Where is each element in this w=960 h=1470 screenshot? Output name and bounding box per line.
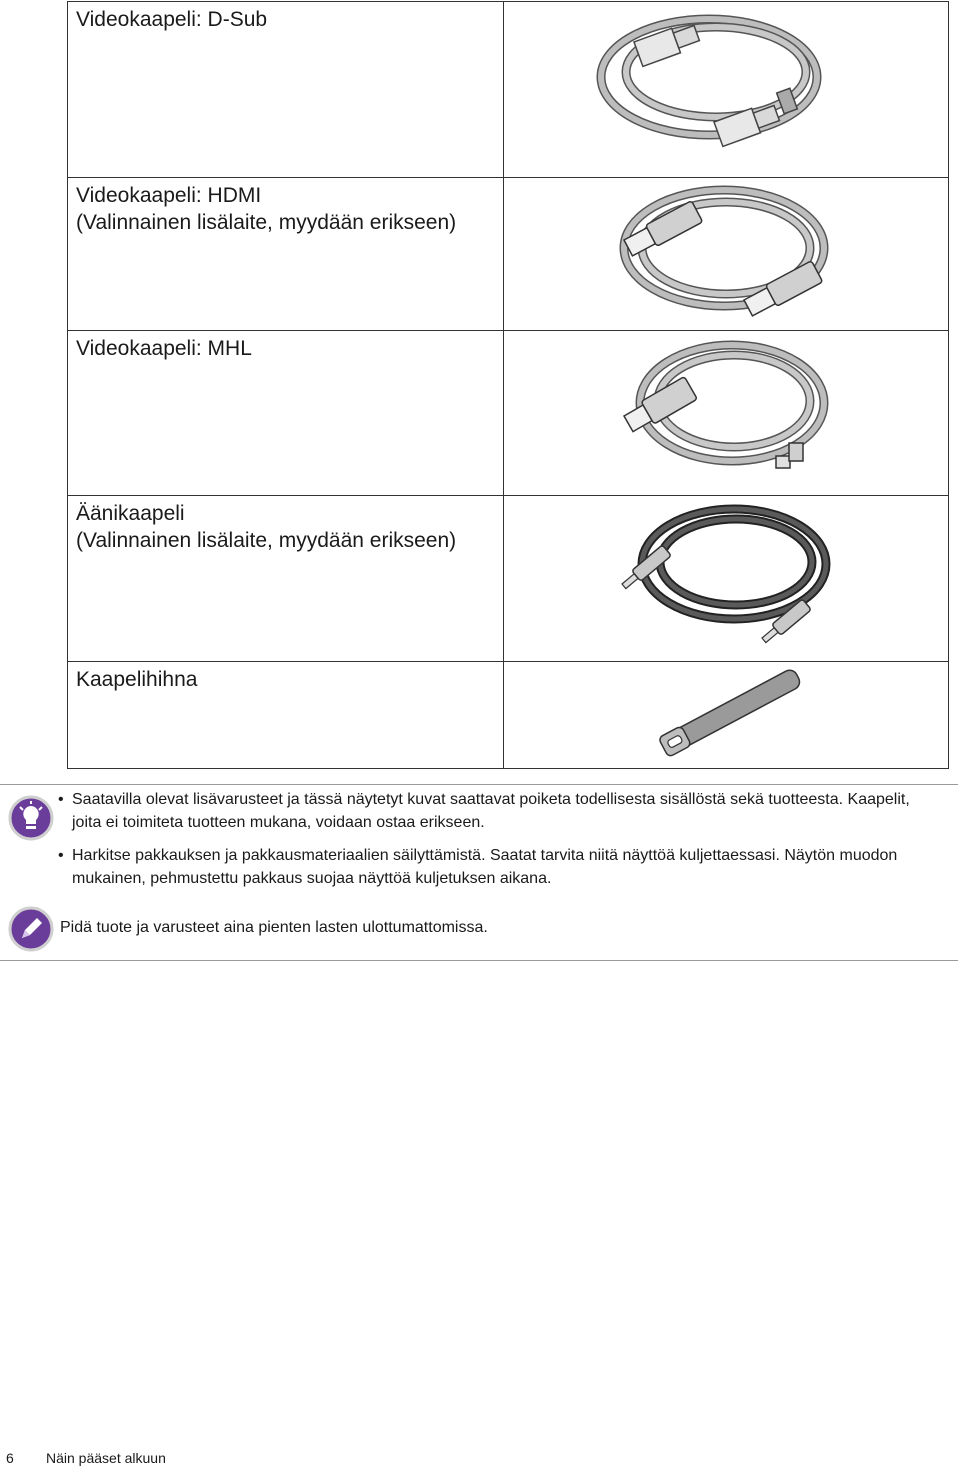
table-row: [68, 178, 949, 331]
tip-text: Harkitse pakkauksen ja pakkausmateriaalien säilyttämistä. Saatat tarvita niitä näyttöä kuljettaessasi. Näytön muodon mukainen, pehmustettu pakkaus suojaa näyttöä kuljetuksen aikana.: [72, 847, 898, 887]
accessory-name: Videokaapeli: D-Sub: [76, 8, 268, 31]
accessory-name: Kaapelihihna: [76, 668, 198, 691]
accessory-table: [67, 1, 949, 769]
table-row: [68, 662, 949, 769]
accessory-image-cell: [504, 178, 949, 331]
table-row: [68, 2, 949, 178]
tip-text: Saatavilla olevat lisävarusteet ja tässä näytetyt kuvat saattavat poiketa todellisesta sisällöstä sekä tuotteesta. Kaapelit, joita ei toimiteta tuotteen mukana, voidaan ostaa erikseen.: [72, 791, 910, 831]
accessory-label-cell: [68, 2, 504, 178]
accessory-name: Äänikaapeli: [76, 502, 185, 525]
accessory-name: Videokaapeli: MHL: [76, 337, 252, 360]
table-row: [68, 331, 949, 496]
bullet: •: [58, 847, 64, 864]
accessory-name: Videokaapeli: HDMI: [76, 184, 262, 207]
accessory-label-cell: [68, 496, 504, 662]
accessory-image-cell: [504, 662, 949, 769]
lightbulb-icon: [8, 795, 54, 841]
accessory-image-cell: [504, 331, 949, 496]
bullet: •: [58, 791, 64, 808]
list-item: [58, 844, 938, 890]
accessory-image-cell: [504, 496, 949, 662]
accessory-note: (Valinnainen lisälaite, myydään erikseen): [76, 529, 457, 552]
page-number: 6: [6, 1450, 14, 1466]
section-divider: [0, 960, 958, 961]
accessory-note: (Valinnainen lisälaite, myydään erikseen): [76, 211, 457, 234]
list-item: [58, 788, 938, 834]
mhl-cable-image: [504, 331, 948, 496]
accessory-label-cell: [68, 331, 504, 496]
d-sub-cable-image: [504, 2, 948, 178]
note-text: Pidä tuote ja varusteet aina pienten lasten ulottumattomissa.: [60, 919, 488, 936]
accessory-image-cell: [504, 2, 949, 178]
table-row: [68, 496, 949, 662]
footer-section-title: Näin pääset alkuun: [46, 1450, 166, 1466]
hdmi-cable-image: [504, 178, 948, 331]
audio-cable-image: [504, 496, 948, 662]
section-divider: [0, 784, 958, 785]
accessory-label-cell: [68, 662, 504, 769]
accessory-label-cell: [68, 178, 504, 331]
cable-strap-image: [504, 662, 948, 769]
pencil-icon: [8, 906, 54, 952]
